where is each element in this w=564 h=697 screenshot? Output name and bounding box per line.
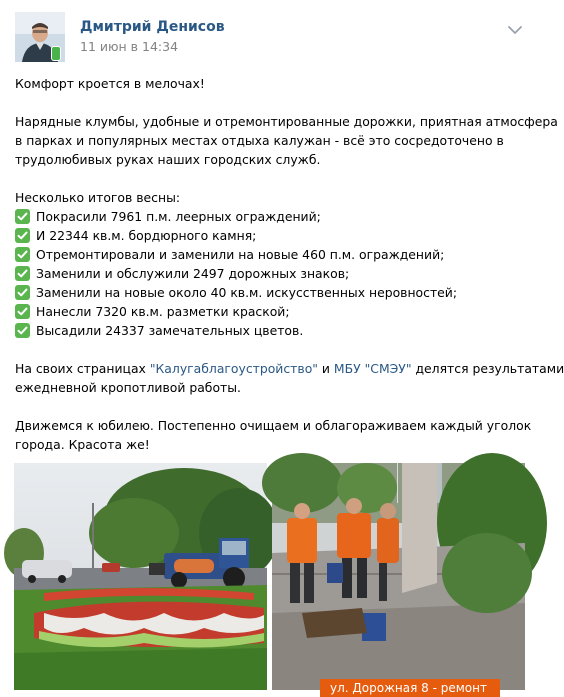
paragraph-line: трудолюбивых руках наших городских служб. (15, 152, 321, 167)
result-item (15, 302, 530, 321)
check-mark-icon (15, 266, 30, 281)
results-list (15, 207, 530, 340)
check-mark-icon (15, 209, 30, 224)
results-heading: Несколько итогов весны: (15, 190, 181, 205)
result-item (15, 245, 530, 264)
result-text: Отремонтировали и заменили на новые 460 п.м. ограждений; (36, 247, 445, 262)
online-mobile-icon (51, 46, 61, 61)
author-name[interactable]: Дмитрий Денисов (80, 19, 225, 35)
pages-line (15, 359, 564, 378)
paragraph-line: Нарядные клумбы, удобные и отремонтированные дорожки, приятная атмосфера (15, 114, 558, 129)
post-photo-flowerbed[interactable] (14, 463, 267, 690)
result-text: Заменили на новые около 40 кв.м. искусственных неровностей; (36, 285, 458, 300)
result-text: Нанесли 7320 кв.м. разметки краской; (36, 304, 290, 319)
check-mark-icon (15, 304, 30, 319)
check-mark-icon (15, 228, 30, 243)
closing-line: города. Красота же! (15, 437, 150, 452)
pages-text-before: На своих страницах (15, 361, 150, 376)
result-item (15, 321, 530, 340)
intro-line: Комфорт кроется в мелочах! (15, 76, 205, 91)
check-mark-icon (15, 285, 30, 300)
check-mark-icon (15, 323, 30, 338)
mbu-smeu-link[interactable]: МБУ "СМЭУ" (333, 361, 412, 376)
post-date[interactable]: 11 июн в 14:34 (80, 39, 179, 54)
closing-line: Движемся к юбилею. Постепенно очищаем и облагораживаем каждый уголок (15, 418, 532, 433)
result-item (15, 283, 530, 302)
chevron-down-icon[interactable] (506, 22, 524, 36)
pages-text-after: делятся результатами (411, 361, 564, 376)
result-item (15, 264, 530, 283)
result-text: И 22344 кв.м. бордюрного камня; (36, 228, 257, 243)
check-mark-icon (15, 247, 30, 262)
result-text: Заменили и обслужили 2497 дорожных знаков; (36, 266, 350, 281)
result-text: Высадили 24337 замечательных цветов. (36, 323, 304, 338)
post-photo-road-repair[interactable] (272, 463, 525, 690)
kalugablagoustroystvo-link[interactable]: "Калугаблагоустройство" (149, 361, 318, 376)
result-text: Покрасили 7961 п.м. леерных ограждений; (36, 209, 321, 224)
pages-text-middle: и (317, 361, 334, 376)
paragraph-line: в парках и популярных местах отдыха калужан - всё это сосредоточено в (15, 133, 504, 148)
pages-line-2: ежедневной кропотливой работы. (15, 380, 241, 395)
result-item (15, 207, 530, 226)
result-item (15, 226, 530, 245)
post-text (15, 74, 564, 454)
photo-caption: ул. Дорожная 8 - ремонт (320, 679, 500, 697)
